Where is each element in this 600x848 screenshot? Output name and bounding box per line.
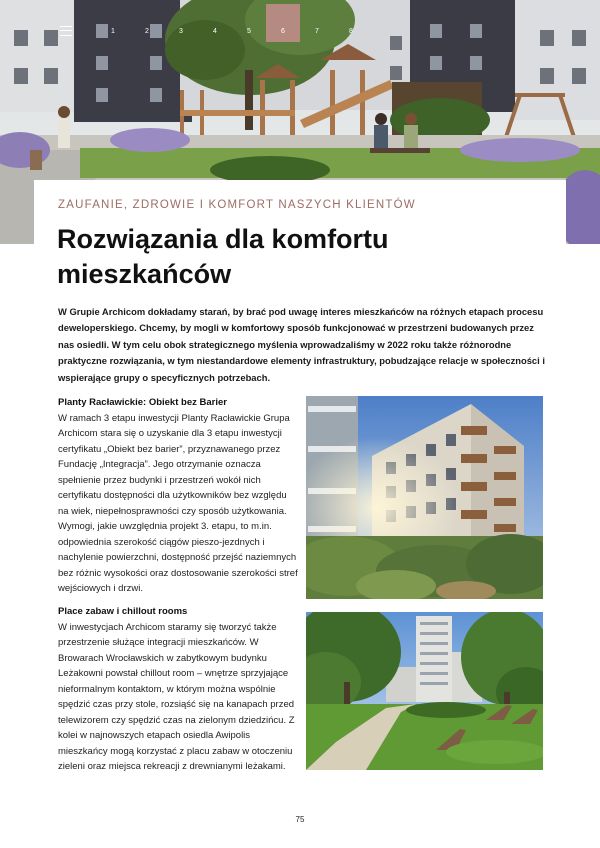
section-place-zabaw	[58, 604, 298, 775]
nav-tab-1[interactable]: 1	[111, 27, 115, 35]
park-photo	[306, 612, 543, 770]
section-body: W ramach 3 etapu inwestycji Planty Racławickie Grupa Archicom stara się o uzyskanie dla 3 etapu inwestycji certyfikatu „Obiekt bez barier”, przyznawanego przez Fundację „Integracja”. Jego otrzymanie oznacza spełnienie przez budynki i przestrzeń wokół nich certyfikatu dostępności dla użytkowników bez względu na wiek, niepełnosprawności czy sposób użytkowania. Wymogi, jakie uwzględnia projekt 3. etapu, to m.in. odpowiednia szerokość ciągów pieszo-jezdnych i nachylenie powierzchni, dostępność przejść naziemnych bez różnic wysokości oraz dostosowanie szerokości stref wejściowych i drzwi.	[58, 412, 298, 594]
nav-tab-7[interactable]: 7	[315, 27, 319, 35]
section-eyebrow: ZAUFANIE, ZDROWIE I KOMFORT NASZYCH KLIENTÓW	[58, 199, 416, 211]
nav-tab-4[interactable]: 4	[213, 27, 217, 35]
nav-tab-2[interactable]: 2	[145, 27, 149, 35]
section-heading: Place zabaw i chillout rooms	[58, 606, 188, 617]
section-planty	[58, 395, 298, 597]
lead-paragraph: W Grupie Archicom dokładamy starań, by brać pod uwagę interes mieszkańców na różnych etapach procesu deweloperskiego. Chcemy, by mogli w komfortowy sposób funkcjonować w przestrzeni budowanych przez nas osiedli. W tym celu obok strategicznego myślenia wprowadzaliśmy w 2022 roku także różnorodne praktyczne rozwiązania, w tym niestandardowe elementy infrastruktury, pobudzające relacje w społeczności i wspierające grupy o specyficznych potrzebach.	[58, 306, 545, 383]
page-nav	[60, 20, 368, 42]
page-title: Rozwiązania dla komfortu mieszkańców	[57, 224, 389, 289]
nav-tab-6[interactable]: 6	[266, 4, 300, 42]
section-body: W inwestycjach Archicom staramy się tworzyć także przestrzenie służące integracji mieszkańców. W Browarach Wrocławskich w zabytkowym budynku Leżakowni powstał chillout room – wnętrze sprzyjające nieformalnym kontaktom, w którym można wspólnie spędzić czas przy stole, rozsiąść się na kanapach przed telewizorem czy spędzić czas na zielonym dziedzińcu. Z kolei w najnowszych etapach osiedla Awipolis mieszkańcy mogą korzystać z placu zabaw w otoczeniu zieleni oraz miejsca rekreacji z drewnianymi leżakami.	[58, 621, 295, 772]
page-number: 75	[295, 815, 305, 824]
menu-icon[interactable]	[60, 26, 72, 36]
nav-tab-8[interactable]: 8	[349, 27, 353, 35]
nav-tab-3[interactable]: 3	[179, 27, 183, 35]
section-heading: Planty Racławickie: Obiekt bez Barier	[58, 397, 227, 408]
nav-tab-5[interactable]: 5	[247, 27, 251, 35]
building-photo	[306, 396, 543, 599]
